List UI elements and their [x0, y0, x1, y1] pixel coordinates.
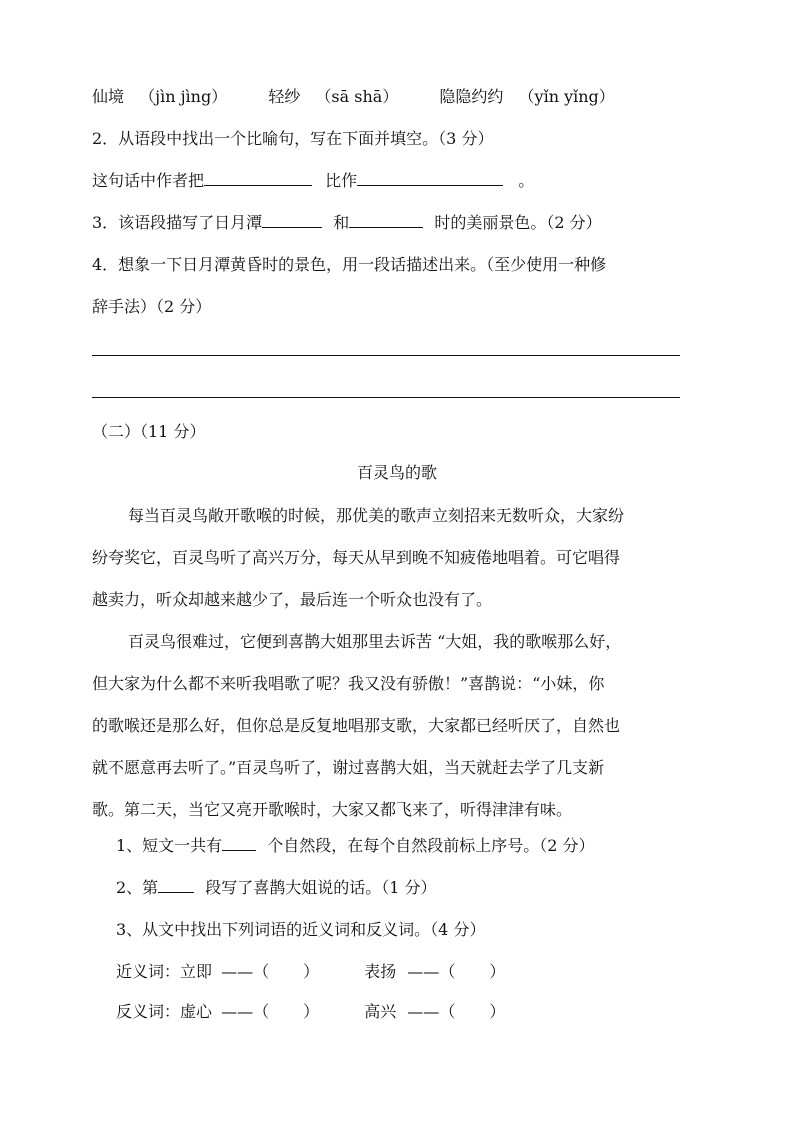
antonym-row — [116, 1001, 505, 1023]
synonym-dash-2: ——（ — [407, 962, 456, 981]
antonym-word-2: 高兴 — [364, 1002, 397, 1021]
section-2-heading: （二）（11 分） — [92, 422, 206, 441]
sq1-suffix: 个自然段，在每个自然段前标上序号。（2 分） — [267, 836, 595, 855]
question-4-line-2: 辞手法）（2 分） — [92, 297, 212, 316]
sq2-blank[interactable] — [158, 878, 194, 893]
q3-middle: 和 — [333, 213, 350, 232]
q2-fill-end: 。 — [518, 171, 535, 190]
antonym-close-2: ） — [489, 1002, 506, 1021]
sub-question-1 — [116, 835, 595, 857]
sq1-blank[interactable] — [222, 836, 256, 851]
question-2-fill — [92, 170, 534, 192]
q3-blank-1[interactable] — [262, 213, 322, 228]
pinyin-options-3: （yǐn yǐng） — [518, 87, 615, 106]
sq2-suffix: 段写了喜鹊大姐说的话。（1 分） — [205, 878, 437, 897]
word-xianjing: 仙境 — [92, 87, 125, 106]
passage-line-4: 百灵鸟很难过，它便到喜鹊大姐那里去诉苦 “大姐，我的歌喉那么好， — [128, 632, 622, 651]
antonym-dash-1: ——（ — [221, 1002, 270, 1021]
synonym-close-2: ） — [489, 962, 506, 981]
synonym-dash-1: ——（ — [221, 962, 270, 981]
word-yinyinyueyue: 隐隐约约 — [439, 87, 504, 106]
synonym-label: 近义词：立即 — [116, 962, 213, 981]
passage-line-3: 越卖力，听众却越来越少了，最后连一个听众也没有了。 — [92, 590, 493, 609]
sub-question-2 — [116, 877, 437, 899]
question-2: 2．从语段中找出一个比喻句，写在下面并填空。（3 分） — [92, 129, 494, 148]
passage-line-6: 的歌喉还是那么好，但你总是反复地唱那支歌，大家都已经听厌了，自然也 — [92, 716, 621, 735]
question-4-line-1: 4．想象一下日月潭黄昏时的景色，用一段话描述出来。（至少使用一种修 — [92, 255, 607, 274]
sq2-prefix: 2、第 — [116, 878, 159, 897]
pinyin-line — [92, 86, 615, 108]
q3-prefix: 3．该语段描写了日月潭 — [92, 213, 263, 232]
word-qingsha: 轻纱 — [268, 87, 301, 106]
q2-blank-2[interactable] — [357, 171, 503, 186]
sq1-prefix: 1、短文一共有 — [116, 836, 223, 855]
antonym-dash-2: ——（ — [407, 1002, 456, 1021]
pinyin-options-1: （jìn jìng） — [139, 87, 228, 106]
antonym-close-1: ） — [303, 1002, 320, 1021]
q3-blank-2[interactable] — [349, 213, 423, 228]
antonym-label: 反义词：虚心 — [116, 1002, 213, 1021]
answer-line-2[interactable] — [92, 397, 680, 398]
sub-question-3: 3、从文中找出下列词语的近义词和反义词。（4 分） — [116, 920, 486, 939]
passage-line-8: 歌。第二天，当它又亮开歌喉时，大家又都飞来了，听得津津有味。 — [92, 800, 573, 819]
synonym-close-1: ） — [303, 962, 320, 981]
passage-line-2: 纷夸奖它，百灵鸟听了高兴万分，每天从早到晚不知疲倦地唱着。可它唱得 — [92, 548, 621, 567]
passage-line-1: 每当百灵鸟敞开歌喉的时候，那优美的歌声立刻招来无数听众，大家纷 — [128, 506, 625, 525]
q2-fill-middle: 比作 — [325, 171, 358, 190]
answer-line-1[interactable] — [92, 355, 680, 356]
synonym-word-2: 表扬 — [364, 962, 397, 981]
synonym-row — [116, 961, 505, 983]
passage-line-7: 就不愿意再去听了。”百灵鸟听了，谢过喜鹊大姐，当天就赶去学了几支新 — [92, 758, 605, 777]
q2-fill-prefix: 这句话中作者把 — [92, 171, 205, 190]
question-3 — [92, 212, 602, 234]
passage-line-5: 但大家为什么都不来听我唱歌了呢？我又没有骄傲！”喜鹊说：“小妹，你 — [92, 674, 605, 693]
passage-title: 百灵鸟的歌 — [356, 463, 437, 482]
q2-blank-1[interactable] — [204, 171, 312, 186]
pinyin-options-2: （sā shā） — [315, 87, 399, 106]
q3-suffix: 时的美丽景色。（2 分） — [434, 213, 602, 232]
